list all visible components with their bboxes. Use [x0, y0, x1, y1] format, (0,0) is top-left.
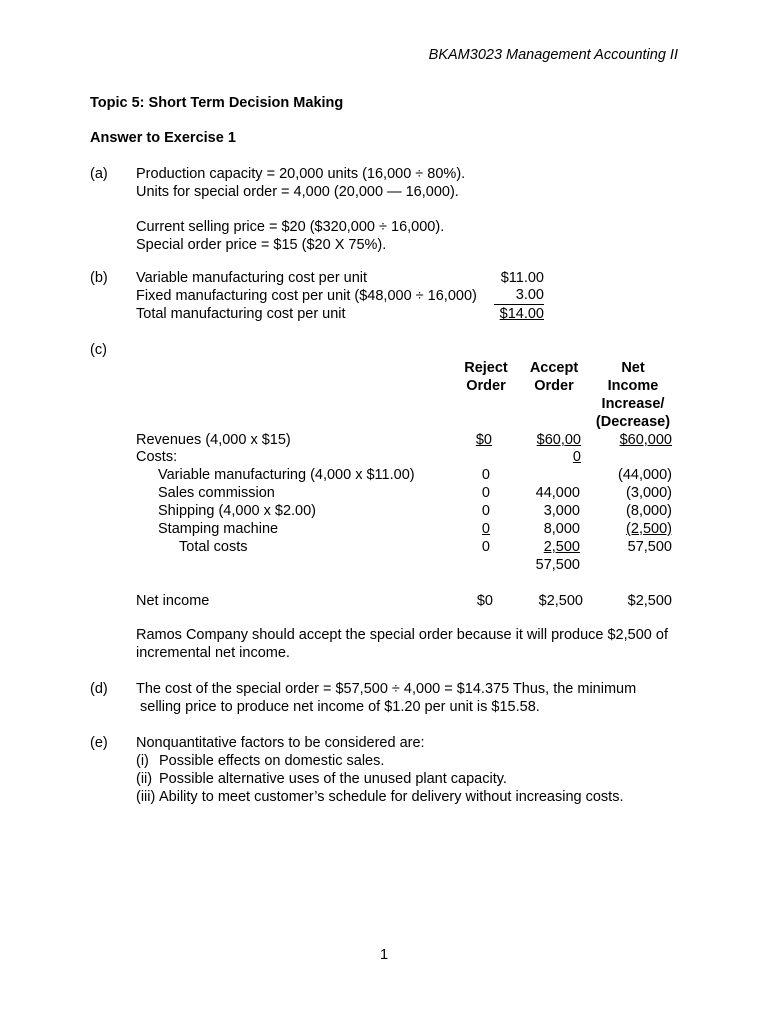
topic-title: Topic 5: Short Term Decision Making	[90, 95, 344, 111]
cost-row-amount: 3.00	[494, 287, 544, 305]
list-item: Possible alternative uses of the unused plant capacity.	[159, 771, 507, 787]
reject-value: $0	[476, 593, 493, 609]
list-item-number: (i)	[136, 753, 149, 769]
accept-value: 57,500	[535, 557, 580, 573]
accept-value: $2,500	[538, 593, 583, 609]
cost-row-desc: Variable manufacturing cost per unit	[136, 270, 368, 286]
table-row-desc: Shipping (4,000 x $2.00)	[158, 503, 316, 519]
accept-value: 2,500	[543, 539, 580, 555]
accept-value: 44,000	[535, 485, 580, 501]
part-a-line: Units for special order = 4,000 (20,000 — 16,000).	[136, 184, 459, 200]
part-a-line: Production capacity = 20,000 units (16,000 ÷ 80%).	[136, 166, 466, 182]
cost-row-desc: Total manufacturing cost per unit	[136, 306, 346, 322]
list-item: Ability to meet customer’s schedule for delivery without increasing costs.	[159, 789, 624, 805]
column-header-accept: Accept Order	[529, 360, 579, 394]
table-row-desc: Sales commission	[158, 485, 275, 501]
net-value: $60,000	[619, 432, 672, 448]
cost-row-desc: Fixed manufacturing cost per unit ($48,000 ÷ 16,000)	[136, 288, 477, 304]
reject-value: 0	[481, 467, 490, 483]
part-d-line: selling price to produce net income of $1.20 per unit is $15.58.	[140, 699, 540, 715]
net-value: 57,500	[627, 539, 672, 555]
net-value: (2,500)	[626, 521, 672, 537]
part-d-label: (d)	[90, 681, 108, 697]
accept-value: $60,00	[536, 432, 581, 448]
reject-value: 0	[481, 485, 490, 501]
part-a-line: Special order price = $15 ($20 X 75%).	[136, 237, 387, 253]
column-header-reject: Reject Order	[464, 360, 508, 394]
reject-value: $0	[475, 432, 492, 448]
table-row-desc: Costs:	[136, 449, 178, 465]
reject-value: 0	[481, 539, 490, 555]
column-header-net: Net Income Increase/ (Decrease)	[595, 360, 671, 430]
list-item: Possible effects on domestic sales.	[159, 753, 385, 769]
net-value: (3,000)	[626, 485, 672, 501]
table-row-desc: Revenues (4,000 x $15)	[136, 432, 291, 448]
accept-value: 3,000	[543, 503, 580, 519]
part-c-label: (c)	[90, 342, 107, 358]
part-e-label: (e)	[90, 735, 108, 751]
conclusion-paragraph: Ramos Company should accept the special order because it will produce $2,500 of incremental net income.	[136, 627, 668, 661]
table-row-desc: Variable manufacturing (4,000 x $11.00)	[158, 467, 415, 483]
net-value: (44,000)	[617, 467, 672, 483]
part-e-intro: Nonquantitative factors to be considered are:	[136, 735, 425, 751]
table-row-desc: Total costs	[179, 539, 248, 555]
part-a-line: Current selling price = $20 ($320,000 ÷ 16,000).	[136, 219, 445, 235]
net-value: (8,000)	[626, 503, 672, 519]
list-item-number: (ii)	[136, 771, 153, 787]
page-number: 1	[379, 947, 389, 963]
document-header: BKAM3023 Management Accounting II	[428, 47, 678, 63]
cost-row-amount: $11.00	[500, 270, 544, 286]
cost-row-amount: $14.00	[499, 306, 544, 322]
answer-title: Answer to Exercise 1	[90, 130, 236, 146]
table-row-desc: Net income	[136, 593, 210, 609]
part-b-label: (b)	[90, 270, 108, 286]
net-value: $2,500	[627, 593, 672, 609]
accept-value: 8,000	[543, 521, 580, 537]
accept-value: 0	[572, 449, 581, 465]
reject-value: 0	[481, 521, 490, 537]
part-a-label: (a)	[90, 166, 108, 182]
reject-value: 0	[481, 503, 490, 519]
table-row-desc: Stamping machine	[158, 521, 279, 537]
list-item-number: (iii)	[136, 789, 156, 805]
part-d-line: The cost of the special order = $57,500 ÷ 4,000 = $14.375 Thus, the minimum	[136, 681, 637, 697]
